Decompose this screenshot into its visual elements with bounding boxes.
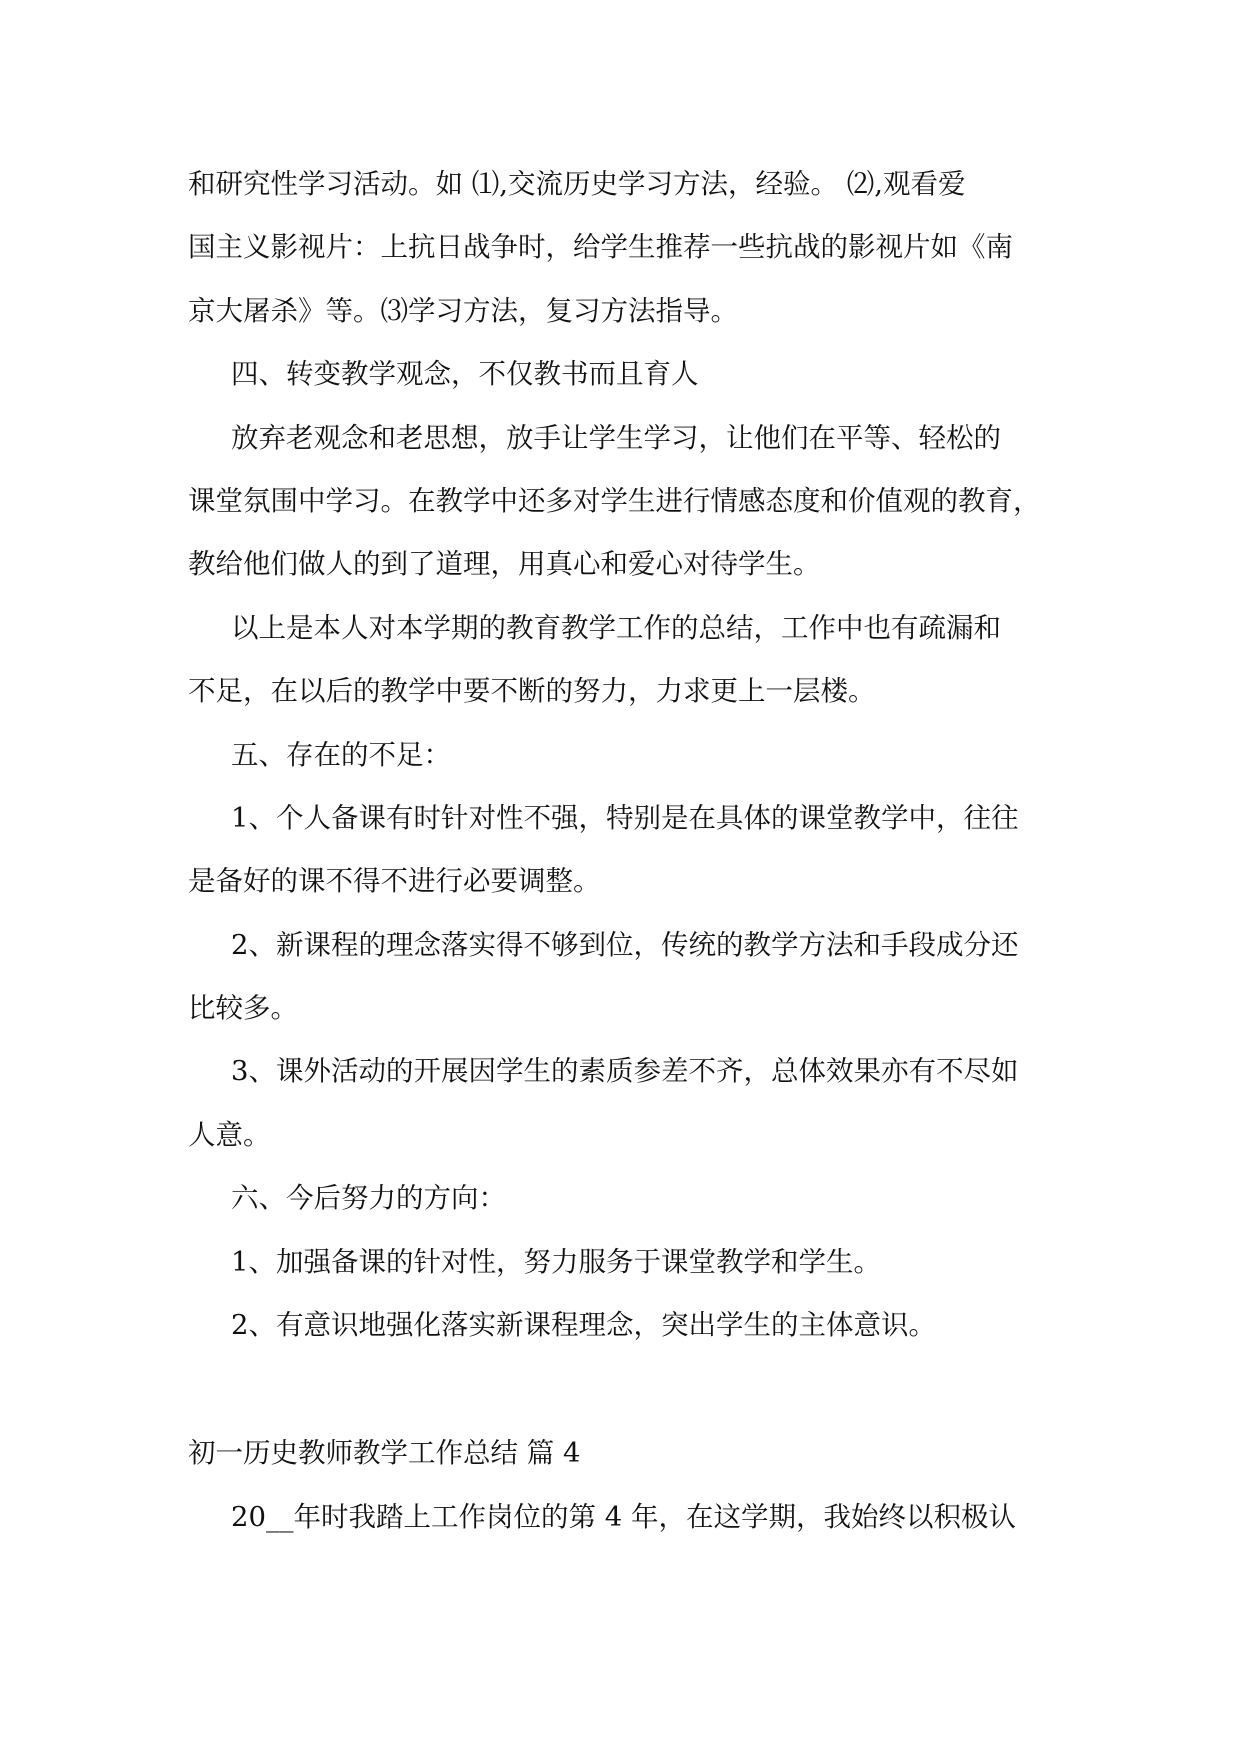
list-item-continuation: 人意。 (188, 1118, 271, 1151)
section-heading: 四、转变教学观念，不仅教书而且育人 (231, 358, 699, 391)
section-heading: 五、存在的不足： (231, 738, 451, 771)
paragraph-line: 放弃老观念和老思想，放手让学生学习，让他们在平等、轻松的 (231, 421, 1001, 454)
paragraph-line: 不足，在以后的教学中要不断的努力，力求更上一层楼。 (188, 675, 876, 708)
paragraph-line: 国主义影视片：上抗日战争时，给学生推荐一些抗战的影视片如《南 (188, 231, 1013, 264)
list-item: 2、新课程的理念落实得不够到位，传统的教学方法和手段成分还 (231, 928, 1019, 961)
paragraph-line: 课堂氛围中学习。在教学中还多对学生进行情感态度和价值观的教育， (188, 484, 1041, 517)
paragraph-line: 以上是本人对本学期的教育教学工作的总结，工作中也有疏漏和 (231, 611, 1001, 644)
section-heading: 六、今后努力的方向： (231, 1182, 506, 1215)
section-gap (188, 1357, 1068, 1422)
paragraph-line: 京大屠杀》等。⑶学习方法，复习方法指导。 (188, 294, 738, 327)
list-item: 1、加强备课的针对性，努力服务于课堂教学和学生。 (231, 1245, 881, 1278)
list-item: 3、课外活动的开展因学生的素质参差不齐，总体效果亦有不尽如 (231, 1055, 1019, 1088)
list-item-continuation: 比较多。 (188, 992, 298, 1025)
paragraph-line: 20__年时我踏上工作岗位的第 4 年，在这学期，我始终以积极认 (231, 1500, 1016, 1533)
paragraph-line: 教给他们做人的到了道理，用真心和爱心对待学生。 (188, 548, 821, 581)
paragraph-line: 和研究性学习活动。如 ⑴,交流历史学习方法，经验。 ⑵,观看爱 (188, 168, 966, 200)
list-item-continuation: 是备好的课不得不进行必要调整。 (188, 865, 601, 898)
list-item: 2、有意识地强化落实新课程理念，突出学生的主体意识。 (231, 1309, 936, 1342)
section-title: 初一历史教师教学工作总结 篇 4 (188, 1437, 581, 1470)
list-item: 1、个人备课有时针对性不强，特别是在具体的课堂教学中，往往 (231, 801, 1019, 834)
document-body (188, 153, 1068, 1549)
